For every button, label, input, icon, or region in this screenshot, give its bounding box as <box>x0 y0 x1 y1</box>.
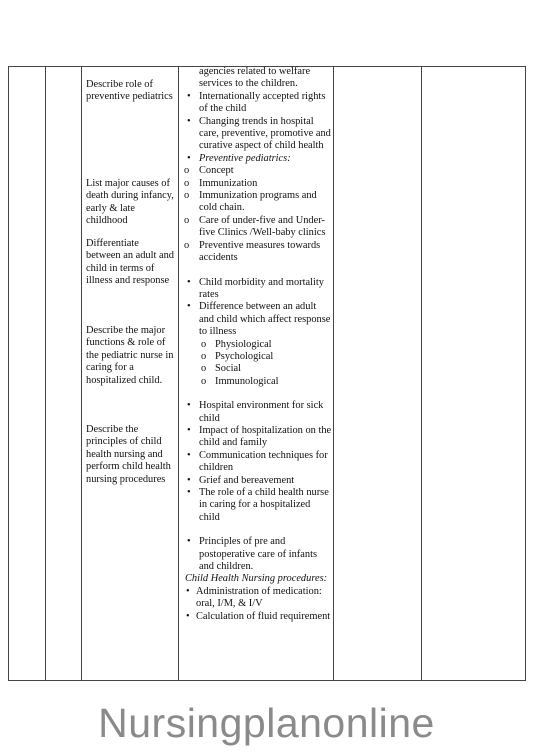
objective-text: Differentiate between an adult and child in terms of illness and response <box>86 238 174 287</box>
circle-list <box>183 339 333 389</box>
bullet-list <box>183 536 333 573</box>
table-column-divider <box>81 66 82 681</box>
circle-bullet-icon: o <box>201 375 207 387</box>
bullet-list <box>183 400 333 524</box>
objective-text: Describe role of preventive pediatrics <box>86 79 173 103</box>
table-bottom-border <box>8 680 525 681</box>
list-item: o Immunization <box>184 177 258 189</box>
table-column-divider <box>45 66 46 681</box>
list-item: • Internationally accepted rights of the child <box>187 90 326 115</box>
list-item: • Principles of pre and postoperative care of infants and children. <box>187 536 318 573</box>
circle-bullet-icon: o <box>201 350 207 362</box>
table-column-divider <box>8 66 9 681</box>
list-item: o Social <box>201 363 241 375</box>
watermark-text: Nursingplanonline <box>98 700 435 746</box>
objective-text: Describe the major functions & role of the pediatric nurse in caring for a hospitalized child. <box>86 325 174 386</box>
content-cell <box>183 66 333 623</box>
objective-cell <box>86 79 176 104</box>
list-item: • Communication techniques for children <box>187 449 328 474</box>
bullet-list <box>183 277 333 339</box>
bullet-icon: • <box>187 301 191 313</box>
table-column-divider <box>333 66 334 681</box>
bullet-icon: • <box>187 115 191 127</box>
bullet-icon: • <box>187 449 191 461</box>
list-item: • Calculation of fluid requirement <box>186 610 331 622</box>
circle-bullet-icon: o <box>184 239 190 251</box>
objective-text: List major causes of death during infancy, early & late childhood <box>86 178 174 227</box>
list-item: • Administration of medication: oral, I/M, & I/V <box>186 585 322 610</box>
section-heading: • Preventive pediatrics: <box>187 152 291 164</box>
list-item: • Grief and bereavement <box>187 474 295 486</box>
list-item: • Difference between an adult and child which affect response to illness <box>187 301 331 338</box>
list-item: • Impact of hospitalization on the child and family <box>187 424 332 449</box>
list-item: • Child morbidity and mortality rates <box>187 276 324 300</box>
circle-bullet-icon: o <box>184 214 190 226</box>
list-item: o Preventive measures towards accidents <box>184 239 321 264</box>
list-item: o Immunization programs and cold chain. <box>184 190 317 214</box>
bullet-icon: • <box>187 90 191 102</box>
circle-bullet-icon: o <box>201 338 207 350</box>
bullet-list <box>183 91 333 165</box>
bullet-icon: • <box>187 276 191 288</box>
list-item: o Psychological <box>201 350 274 362</box>
circle-bullet-icon: o <box>184 190 190 202</box>
bullet-icon: • <box>187 424 191 436</box>
circle-list <box>183 165 333 264</box>
circle-bullet-icon: o <box>184 177 190 189</box>
list-item: o Concept <box>184 165 234 177</box>
bullet-icon: • <box>187 487 191 498</box>
bullet-icon: • <box>186 585 190 597</box>
bullet-icon: • <box>187 400 191 412</box>
table-column-divider <box>525 66 526 681</box>
objective-text: Describe the principles of child health nursing and perform child health nursing procedures <box>86 424 171 485</box>
list-item: o Physiological <box>201 338 272 350</box>
objective-cell <box>86 238 176 288</box>
list-item: • Hospital environment for sick child <box>187 400 324 424</box>
bullet-list <box>183 586 333 623</box>
objective-cell <box>86 178 176 228</box>
continued-text: agencies related to welfare services to the children. <box>199 66 311 90</box>
list-item: o Care of under-five and Under-five Clinics /Well-baby clinics <box>184 214 326 239</box>
list-item: o Immunological <box>201 375 279 387</box>
table-column-divider <box>421 66 422 681</box>
bullet-icon: • <box>187 152 191 164</box>
bullet-icon: • <box>186 610 190 622</box>
list-item: • The role of a child health nurse in caring for a hospitalized child <box>187 487 329 523</box>
table-column-divider <box>178 66 179 681</box>
section-heading: Child Health Nursing procedures: <box>185 573 328 585</box>
bullet-icon: • <box>187 474 191 486</box>
objective-cell <box>86 325 176 387</box>
objective-cell <box>86 424 176 486</box>
bullet-icon: • <box>187 536 191 548</box>
list-item: • Changing trends in hospital care, preventive, promotive and curative aspect of child health <box>187 115 331 152</box>
circle-bullet-icon: o <box>184 165 190 177</box>
circle-bullet-icon: o <box>201 363 207 375</box>
